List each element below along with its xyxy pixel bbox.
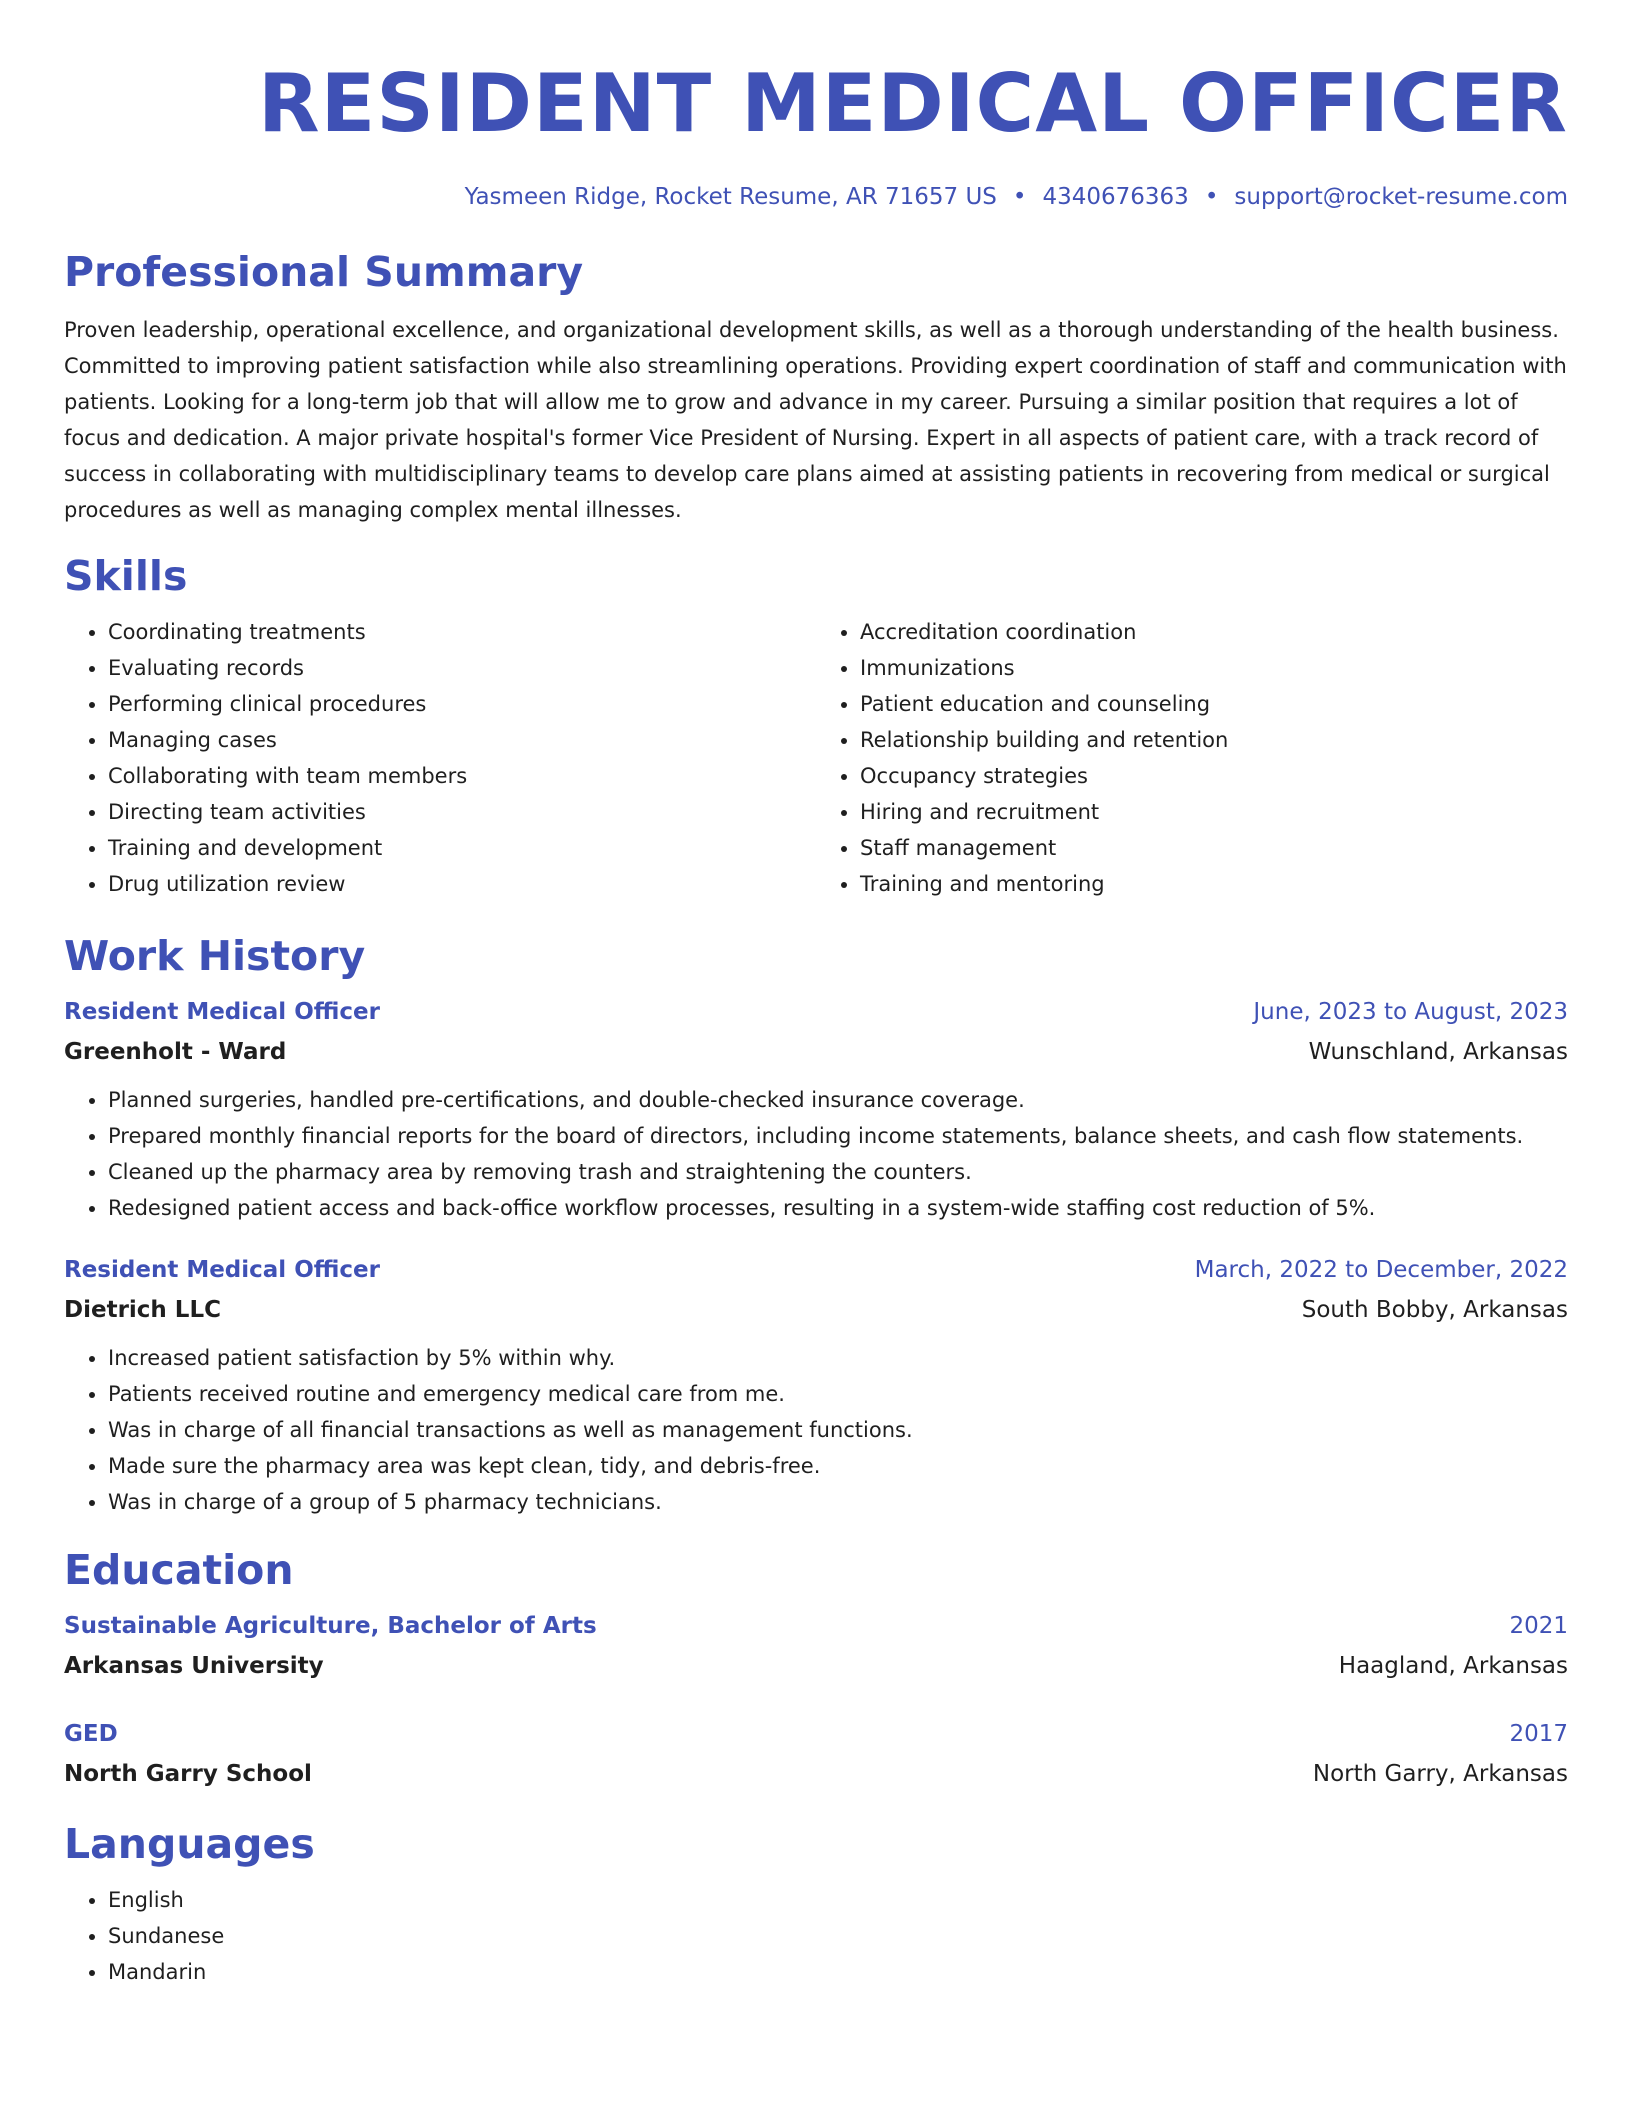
job-bullet: • Redesigned patient access and back-office workflow processes, resulting in a system-wide staffing cost reduction of 5%. [108, 1190, 1568, 1226]
contact-line [64, 180, 1568, 214]
education-degree: GED [64, 1721, 118, 1747]
work-heading: Work History [64, 932, 366, 980]
language-item: • Mandarin [108, 1954, 1568, 1990]
skill-item: • Accreditation coordination [860, 614, 1568, 650]
education-school: Arkansas University [64, 1653, 324, 1679]
job-title: Resident Medical Officer [64, 1257, 380, 1283]
education-subheader [64, 1646, 1568, 1686]
skill-item: • Evaluating records [108, 650, 816, 686]
languages-section [64, 1816, 1568, 1990]
resume-title: RESIDENT MEDICAL OFFICER [258, 57, 1568, 150]
job-location: South Bobby, Arkansas [1301, 1297, 1568, 1323]
skill-item: • Collaborating with team members [108, 758, 816, 794]
skill-item: • Directing team activities [108, 794, 816, 830]
skill-item: • Drug utilization review [108, 866, 816, 902]
language-item: • English [108, 1882, 1568, 1918]
skill-item: • Coordinating treatments [108, 614, 816, 650]
job-subheader [64, 1032, 1568, 1072]
education-header [64, 1606, 1568, 1646]
education-heading: Education [64, 1546, 294, 1594]
job-entry [64, 1250, 1568, 1520]
contact-address: Yasmeen Ridge, Rocket Resume, AR 71657 US [464, 184, 997, 210]
education-school: North Garry School [64, 1761, 312, 1787]
job-bullet: • Prepared monthly financial reports for the board of directors, including income statements, balance sheets, and cash flow statements. [108, 1118, 1568, 1154]
language-item: • Sundanese [108, 1918, 1568, 1954]
skill-item: • Performing clinical procedures [108, 686, 816, 722]
contact-separator: • [1012, 184, 1027, 210]
skills-columns [64, 614, 1568, 902]
education-header [64, 1714, 1568, 1754]
job-dates: June, 2023 to August, 2023 [1253, 999, 1568, 1025]
job-header [64, 1250, 1568, 1290]
skill-item: • Relationship building and retention [860, 722, 1568, 758]
contact-phone: 4340676363 [1042, 184, 1189, 210]
education-entry [64, 1606, 1568, 1686]
job-bullet: • Increased patient satisfaction by 5% within why. [108, 1340, 1568, 1376]
contact-email[interactable]: support@rocket-resume.com [1234, 184, 1568, 210]
skill-item: • Immunizations [860, 650, 1568, 686]
job-bullet: • Was in charge of all financial transactions as well as management functions. [108, 1412, 1568, 1448]
job-subheader [64, 1290, 1568, 1330]
skill-item: • Training and development [108, 830, 816, 866]
work-section [64, 928, 1568, 1520]
education-year: 2021 [1509, 1613, 1568, 1639]
job-bullet: • Patients received routine and emergency medical care from me. [108, 1376, 1568, 1412]
job-bullet: • Planned surgeries, handled pre-certifications, and double-checked insurance coverage. [108, 1082, 1568, 1118]
skills-list-right [816, 614, 1568, 902]
job-title: Resident Medical Officer [64, 999, 380, 1025]
education-year: 2017 [1509, 1721, 1568, 1747]
job-bullets [64, 1082, 1568, 1226]
summary-text: Proven leadership, operational excellence, and organizational development skills, as well as a thorough understanding of the health business. Committed to improving patient satisfaction while also streamlining operations. Providing expert coordination of staff and communication with patients. Looking for a long-term job that will allow me to grow and advance in my career. Pursuing a similar position that requires a lot of focus and dedication. A major private hospital's former Vice President of Nursing. Expert in all aspects of patient care, with a track record of success in collaborating with multidisciplinary teams to develop care plans aimed at assisting patients in recovering from medical or surgical procedures as well as managing complex mental illnesses. [64, 318, 1567, 522]
skill-item: • Training and mentoring [860, 866, 1568, 902]
skill-item: • Hiring and recruitment [860, 794, 1568, 830]
contact-separator: • [1204, 184, 1219, 210]
skill-item: • Managing cases [108, 722, 816, 758]
job-bullet: • Made sure the pharmacy area was kept clean, tidy, and debris-free. [108, 1448, 1568, 1484]
skill-item: • Patient education and counseling [860, 686, 1568, 722]
education-degree: Sustainable Agriculture, Bachelor of Arts [64, 1613, 597, 1639]
job-bullet: • Cleaned up the pharmacy area by removing trash and straightening the counters. [108, 1154, 1568, 1190]
skill-item: • Staff management [860, 830, 1568, 866]
job-company: Greenholt - Ward [64, 1039, 287, 1065]
skills-section [64, 548, 1568, 902]
job-bullets [64, 1340, 1568, 1520]
job-location: Wunschland, Arkansas [1308, 1039, 1568, 1065]
skills-heading: Skills [64, 552, 188, 600]
languages-list [64, 1882, 1568, 1990]
education-section [64, 1542, 1568, 1794]
education-location: North Garry, Arkansas [1312, 1761, 1568, 1787]
languages-heading: Languages [64, 1820, 315, 1868]
job-header [64, 992, 1568, 1032]
job-dates: March, 2022 to December, 2022 [1194, 1257, 1568, 1283]
summary-heading: Professional Summary [64, 248, 584, 296]
summary-section [64, 244, 1568, 528]
education-entry [64, 1714, 1568, 1794]
education-location: Haagland, Arkansas [1338, 1653, 1568, 1679]
skill-item: • Occupancy strategies [860, 758, 1568, 794]
job-bullet: • Was in charge of a group of 5 pharmacy technicians. [108, 1484, 1568, 1520]
skills-list-left [64, 614, 816, 902]
job-company: Dietrich LLC [64, 1297, 222, 1323]
education-subheader [64, 1754, 1568, 1794]
job-entry [64, 992, 1568, 1226]
